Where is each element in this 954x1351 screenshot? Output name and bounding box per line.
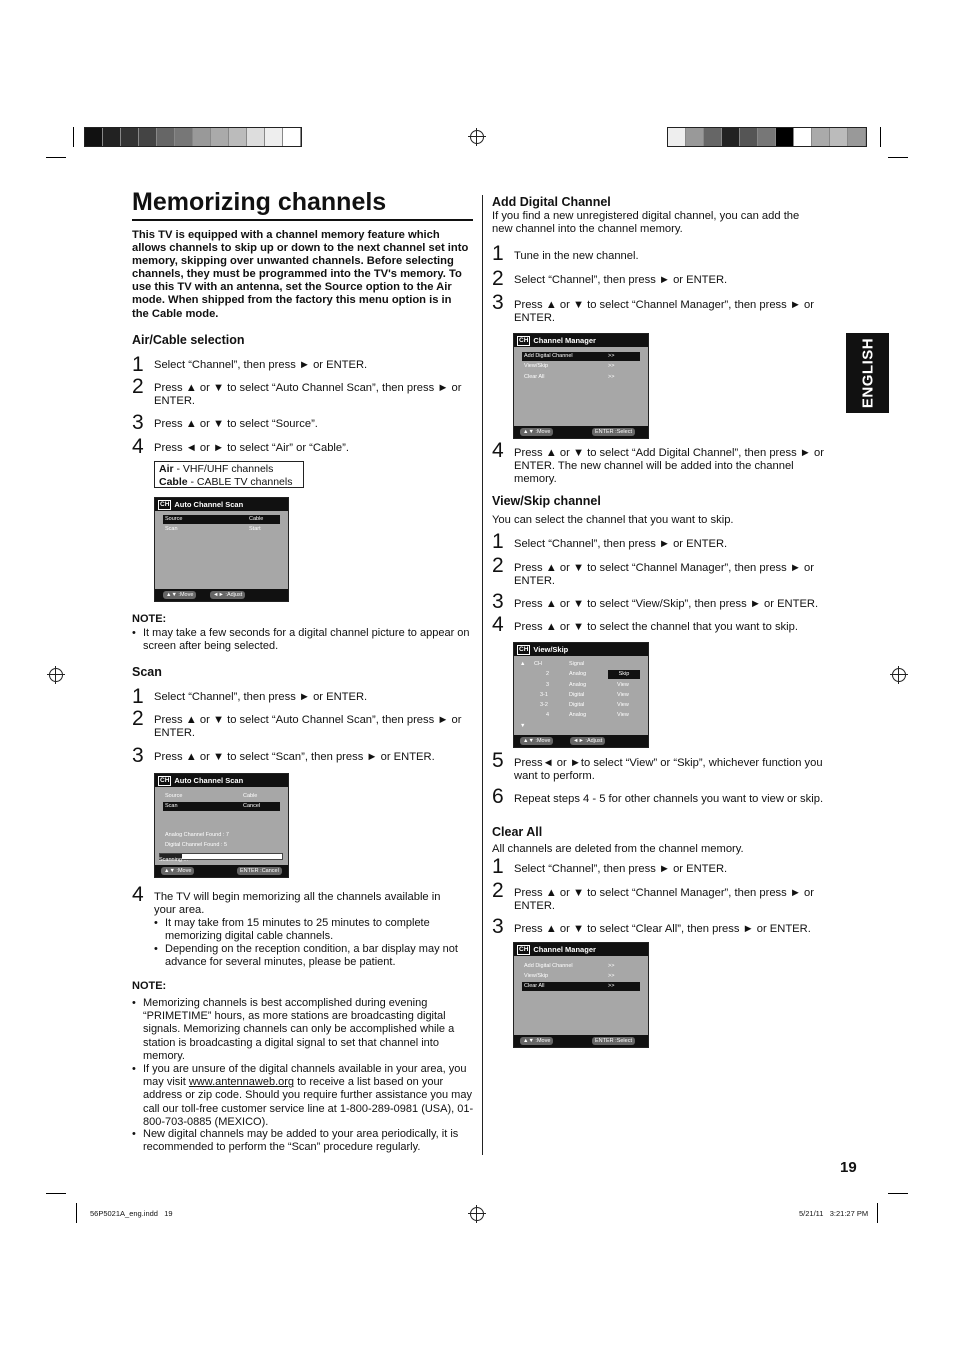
step-number: 4 [492,439,504,462]
osd-row: Scan Cancel [163,802,280,811]
step-number: 2 [132,707,144,730]
scroll-up-icon: ▲ [520,661,526,667]
osd-row: Clear All >> [524,374,615,380]
step-text: Press ▲ or ▼ to select “Source”. [154,418,318,430]
step-number: 1 [132,353,144,376]
step-text: Press ▲ or ▼ to select “Auto Channel Scan”, then press ► or ENTER. [154,714,462,739]
osd-found-analog: Analog Channel Found : 7 [165,832,229,838]
note-label: NOTE: [132,613,167,625]
note-label: NOTE: [132,980,167,992]
crop-mark [46,157,66,158]
step-number: 3 [132,411,144,434]
osd-auto-channel-scan-progress: CH Auto Channel Scan Source Cable Scan Cancel Analog Channel Found : 7 Digital Channel Found : 5 Scanning ... ▲▼ :Move ENTER :Cancel [154,773,289,878]
ch-icon: CH [519,646,529,654]
osd-row: Scan Start [165,526,261,532]
ch-icon: CH [160,777,170,785]
registration-mark-icon [470,1207,484,1221]
step-text: Select “Channel”, then press ► or ENTER. [154,691,368,703]
step-text: Press ◄ or ► to select “Air” or “Cable”. [154,442,349,454]
osd-row: Source Cable [163,515,280,524]
step-text: Press ▲ or ▼ to select “Clear All”, then press ► or ENTER. [514,923,811,935]
intro-text: This TV is equipped with a channel memory feature which allows channels to skip up or down to the next channel set into memory, skipping over unwanted channels. Before selecting channels, they must be programmed into the TV's memory. To use this TV with an antenna, set the Source option to the Air mode. When shipped from the factory this menu option is in the Cable mode. [132,229,469,320]
crop-mark [880,127,881,147]
page-title: Memorizing channels [132,188,387,216]
step-text: Press ▲ or ▼ to select “Scan”, then press ► or ENTER. [154,751,435,763]
step-text: Press ▲ or ▼ to select “Add Digital Channel”, then press ► or ENTER. The new channel will be added into the channel memory. [514,447,824,485]
clear-all-heading: Clear All [492,825,543,839]
step-number: 4 [132,435,144,458]
title-rule [132,219,473,221]
crop-mark [73,127,74,147]
note-bullet: • If you are unsure of the digital channels available in your area, you may visit www.antennaweb.org to receive a list based on your address or zip code. Should you require further assistance you may call our toll-free customer service line at 1-800-289-0981 (USA), 01-800-703-0885 (MEXICO). [143,1063,475,1129]
registration-mark-icon [470,130,484,144]
osd-auto-channel-scan: CH Auto Channel Scan Source Cable Scan Start ▲▼ :Move ◄► :Adjust [154,497,289,602]
scan-heading: Scan [132,665,162,679]
step-number: 1 [492,855,504,878]
step-text: Tune in the new channel. [514,250,639,262]
step-text: Select “Channel”, then press ► or ENTER. [514,274,728,286]
step-number: 3 [492,590,504,613]
step-number: 3 [132,744,144,767]
step-bullet: • It may take from 15 minutes to 25 minutes to complete memorizing digital cable channels. [165,917,465,943]
crop-mark [888,157,908,158]
osd-title: Auto Channel Scan [174,776,244,785]
antennaweb-link[interactable]: www.antennaweb.org [188,1076,295,1089]
crop-mark [877,1203,878,1223]
step-text: Select “Channel”, then press ► or ENTER. [154,359,368,371]
step-number: 2 [132,375,144,398]
column-divider [482,195,483,1155]
osd-scanning: Scanning ... [159,857,189,863]
color-strip-right [667,127,867,147]
view-skip-intro: You can select the channel that you want to skip. [492,514,734,526]
clear-all-intro: All channels are deleted from the channel memory. [492,843,744,855]
view-skip-heading: View/Skip channel [492,494,601,508]
step-number: 3 [492,291,504,314]
step-number: 1 [132,685,144,708]
step-text: Press◄ or ►to select “View” or “Skip”, whichever function you want to perform. [514,757,823,782]
step-number: 2 [492,267,504,290]
osd-row: Add Digital Channel >> [524,963,615,969]
channel-row: 3 Analog View [546,682,629,688]
osd-title: Channel Manager [533,945,596,954]
registration-mark-icon [49,668,63,682]
step-number: 4 [132,883,144,906]
step-number: 2 [492,879,504,902]
crop-mark [46,1193,66,1194]
add-digital-intro: If you find a new unregistered digital channel, you can add the new channel into the channel memory. [492,210,800,235]
page-number: 19 [840,1159,857,1176]
add-digital-heading: Add Digital Channel [492,195,611,209]
osd-found-digital: Digital Channel Found : 5 [165,842,228,848]
osd-view-skip: CH View/Skip ▲ CH Signal 2 Analog Skip 3 Analog View 3-1 Digital View 3-2 Digital View 4 Analog View ▼ ▲▼ :Move ◄► :Adjust [513,642,649,748]
note-bullet: • Memorizing channels is best accomplished during evening “PRIMETIME” hours, as more stations are broadcasting digital signals. Memorizing channels can only be accomplished while a station is broadcasting a digital signal to set that channel into memory. [143,997,468,1063]
footer-file: 56P5021A_eng.indd 19 [90,1209,173,1218]
step-text: Press ▲ or ▼ to select “Channel Manager”, then press ► or ENTER. [514,562,814,587]
step-number: 2 [492,554,504,577]
step-text: Press ▲ or ▼ to select “Auto Channel Scan”, then press ► or ENTER. [154,382,462,407]
osd-row: Clear All >> [522,982,640,991]
channel-row: 3-2 Digital View [540,702,629,708]
ch-icon: CH [160,501,170,509]
step-text: Press ▲ or ▼ to select the channel that you want to skip. [514,621,798,633]
note-bullet: • New digital channels may be added to your area periodically, it is recommended to perform the “Scan” procedure regularly. [143,1128,468,1154]
osd-row: View/Skip >> [524,363,615,369]
step-text: Select “Channel”, then press ► or ENTER. [514,538,728,550]
step-number: 4 [492,613,504,636]
ch-icon: CH [519,946,529,954]
step-text: Repeat steps 4 - 5 for other channels you want to view or skip. [514,793,824,805]
step-number: 1 [492,242,504,265]
step-text: The TV will begin memorizing all the channels available in your area. [154,891,441,916]
source-info-box: Air - VHF/UHF channels Cable - CABLE TV channels [154,461,304,488]
channel-row: 4 Analog View [546,712,629,718]
osd-row: Add Digital Channel >> [522,352,640,361]
crop-mark [76,1203,77,1223]
col-header-ch: CH [534,661,542,667]
step-number: 5 [492,749,504,772]
step-number: 3 [492,915,504,938]
osd-row: View/Skip >> [524,973,615,979]
registration-mark-icon [892,668,906,682]
col-header-signal: Signal [569,661,585,667]
step-bullet: • Depending on the reception condition, a bar display may not advance for several minutes, please be patient. [165,943,465,969]
step-text: Press ▲ or ▼ to select “View/Skip”, then press ► or ENTER. [514,598,819,610]
step-text: Select “Channel”, then press ► or ENTER. [514,863,728,875]
osd-channel-manager-clear: CH Channel Manager Add Digital Channel >> View/Skip >> Clear All >> ▲▼ :Move ENTER :Select [513,942,649,1048]
scroll-down-icon: ▼ [520,723,526,729]
step-text: Press ▲ or ▼ to select “Channel Manager”, then press ► or ENTER. [514,299,814,324]
osd-channel-manager: CH Channel Manager Add Digital Channel >> View/Skip >> Clear All >> ▲▼ :Move ENTER :Select [513,333,649,439]
note-bullet: • It may take a few seconds for a digital channel picture to appear on screen after being selected. [143,627,473,653]
osd-title: Channel Manager [533,336,596,345]
ch-icon: CH [519,337,529,345]
language-tab: ENGLISH [846,333,889,413]
step-number: 1 [492,530,504,553]
osd-title: View/Skip [533,645,569,654]
channel-row: 2 Analog Skip [514,670,648,679]
step-number: 6 [492,785,504,808]
crop-mark [888,1193,908,1194]
footer-date: 5/21/11 3:21:27 PM [799,1209,869,1218]
color-strip-left [84,127,302,147]
channel-row: 3-1 Digital View [540,692,629,698]
osd-title: Auto Channel Scan [174,500,244,509]
step-text: Press ▲ or ▼ to select “Channel Manager”, then press ► or ENTER. [514,887,814,912]
osd-row: Source Cable [165,793,258,799]
air-cable-heading: Air/Cable selection [132,333,245,347]
